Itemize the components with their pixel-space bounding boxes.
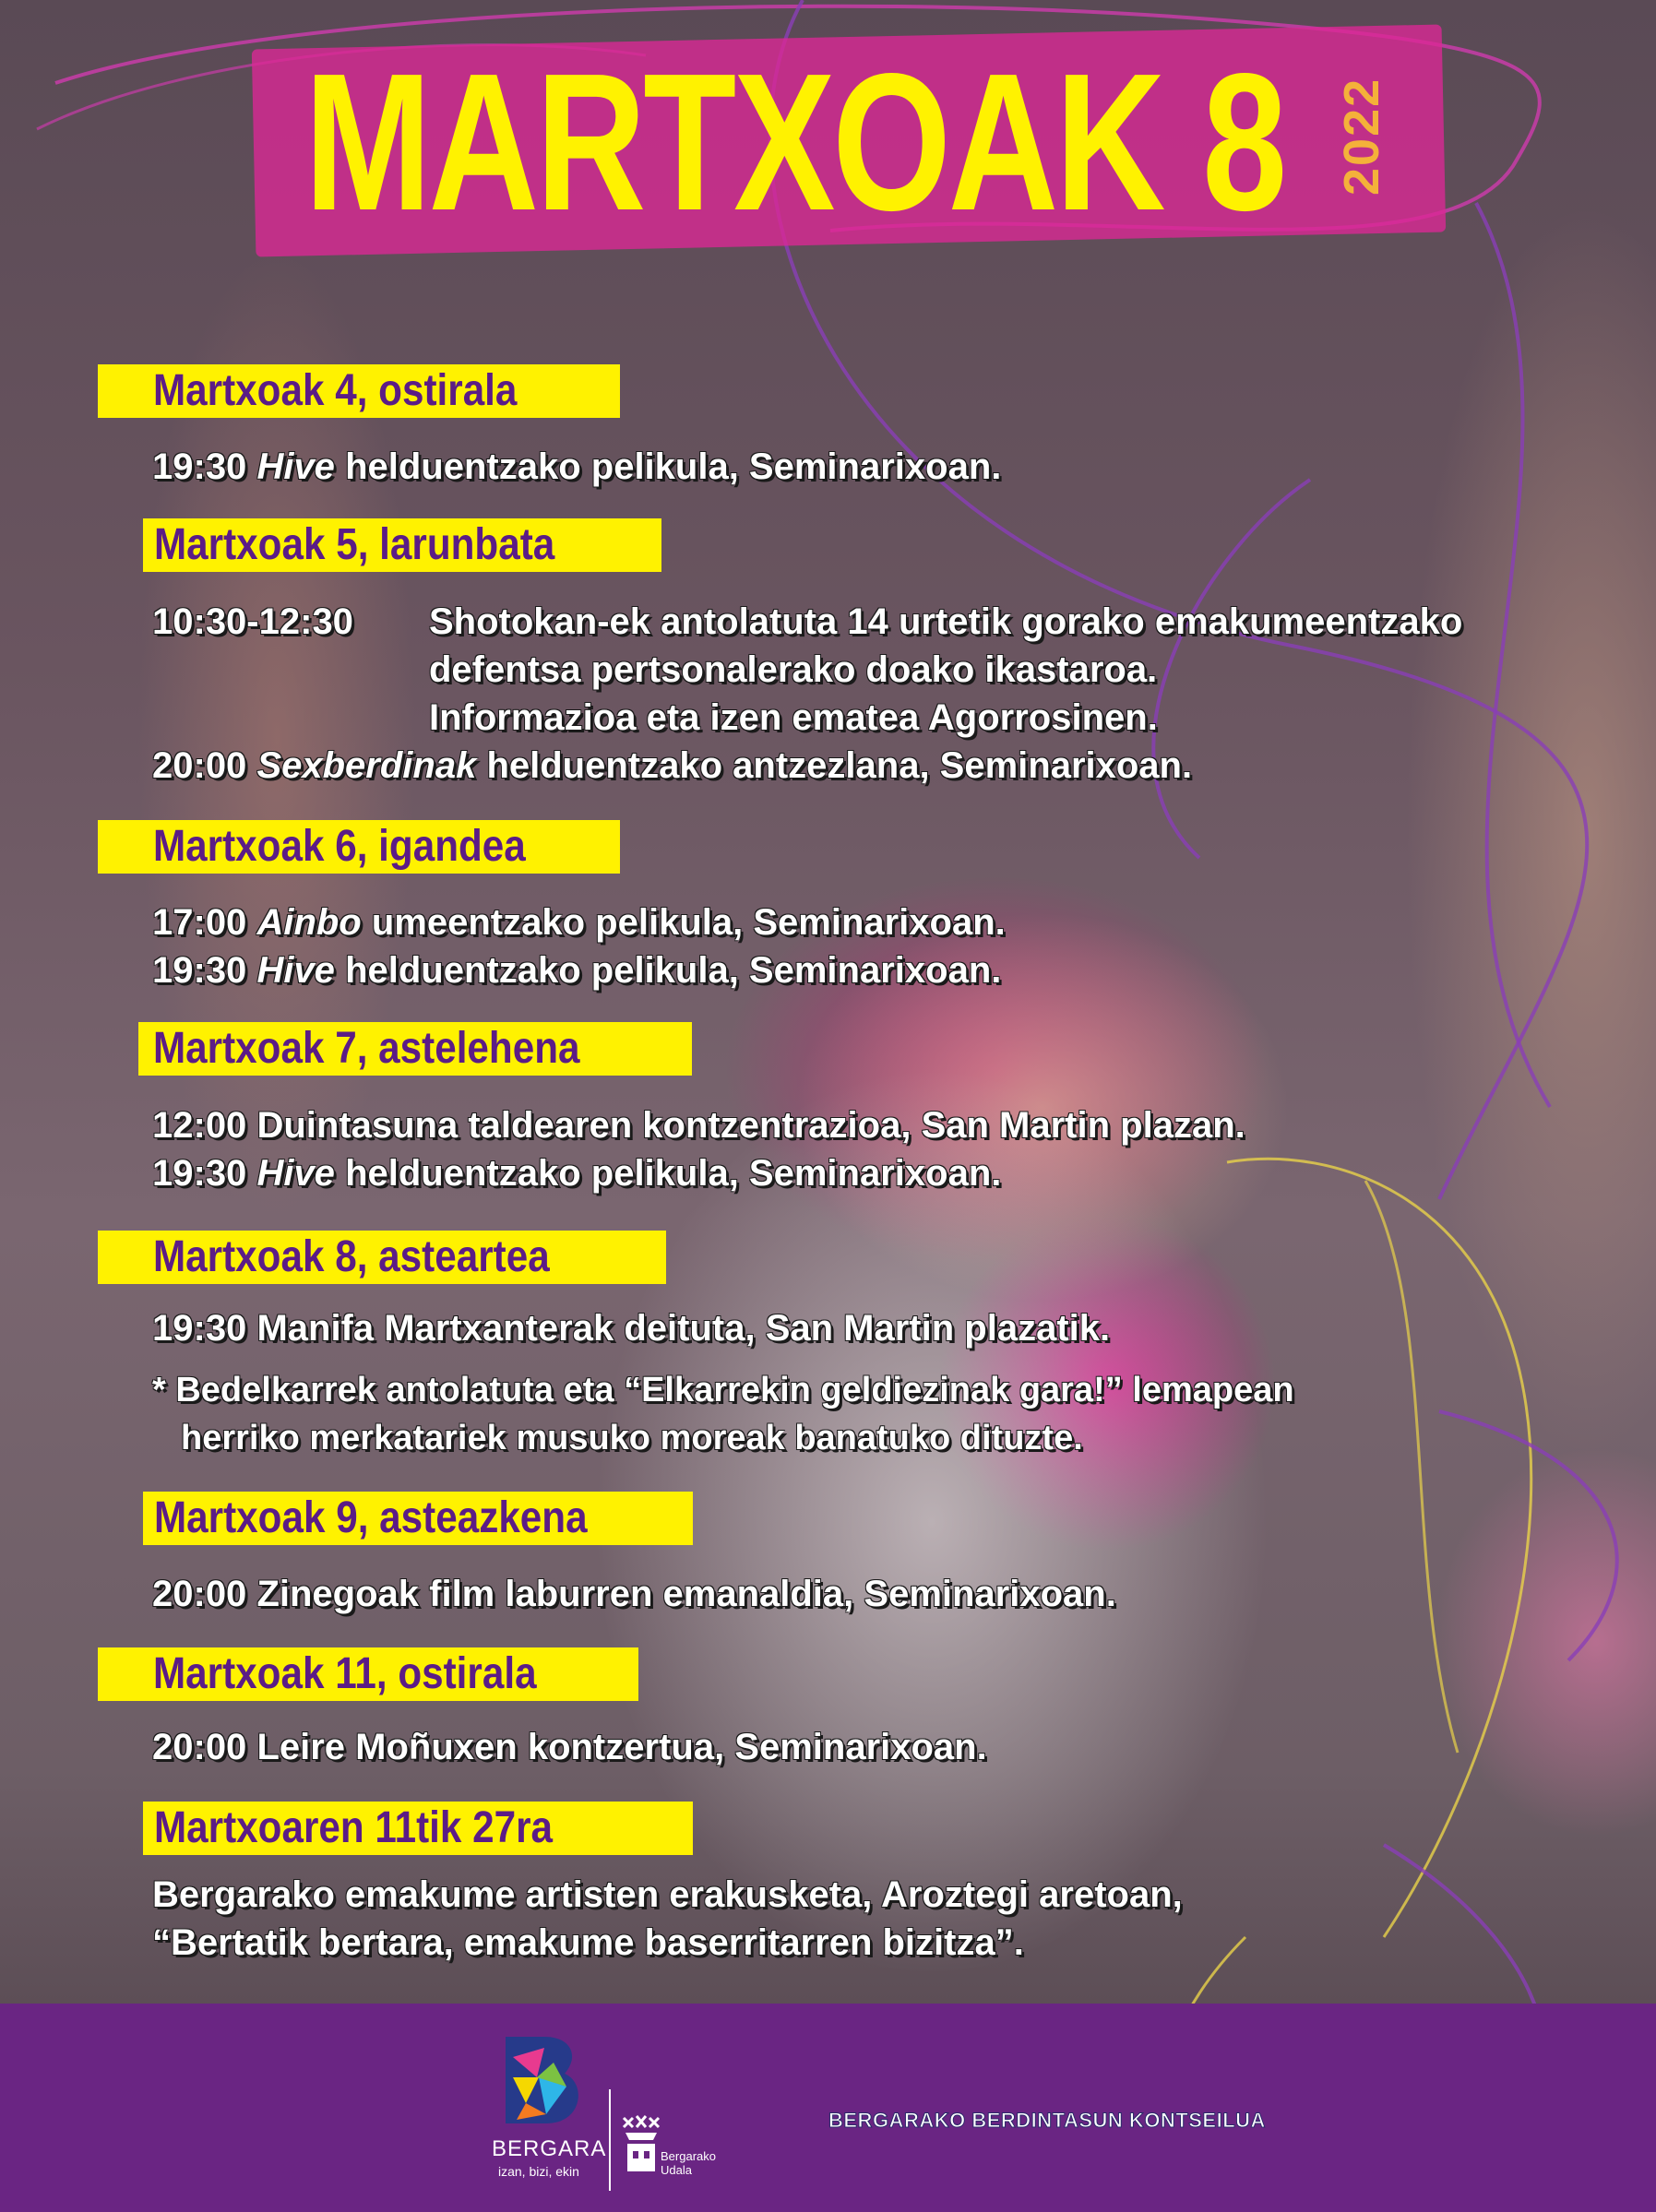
event-description: “Bertatik bertara, emakume baserritarren bizitza”. bbox=[152, 1922, 1024, 1963]
town-hall-emblem-icon bbox=[620, 2112, 662, 2177]
event-row: 20:00 Zinegoak film laburren emanaldia, Seminarixoan. bbox=[152, 1574, 1116, 1614]
event-time: 10:30-12:30 bbox=[152, 601, 353, 642]
event-row: 20:00 Sexberdinak helduentzako antzezlana, Seminarixoan. bbox=[152, 745, 1193, 786]
brand-tagline: izan, bizi, ekin bbox=[498, 2164, 579, 2179]
day-label: Martxoaren 11tik 27ra bbox=[143, 1802, 693, 1855]
footer-divider bbox=[609, 2089, 611, 2191]
event-description: Informazioa eta izen ematea Agorrosinen. bbox=[429, 697, 1158, 738]
event-row: 19:30 Manifa Martxanterak deituta, San Martin plazatik. bbox=[152, 1308, 1111, 1349]
day-label: Martxoak 5, larunbata bbox=[143, 518, 661, 572]
event-note: * Bedelkarrek antolatuta eta “Elkarrekin geldiezinak gara!” lemapean bbox=[152, 1371, 1294, 1409]
day-label: Martxoak 6, igandea bbox=[98, 820, 620, 874]
poster-year: 2022 bbox=[1334, 77, 1389, 196]
day-label: Martxoak 11, ostirala bbox=[98, 1647, 638, 1701]
day-label: Martxoak 4, ostirala bbox=[98, 364, 620, 418]
event-row: 17:00 Ainbo umeentzako pelikula, Seminarixoan. bbox=[152, 902, 1006, 943]
footer bbox=[0, 2004, 1656, 2212]
event-row: 12:00 Duintasuna taldearen kontzentrazioa, San Martin plazan. bbox=[152, 1105, 1245, 1146]
day-label: Martxoak 7, astelehena bbox=[138, 1022, 692, 1076]
event-row: 19:30 Hive helduentzako pelikula, Seminarixoan. bbox=[152, 950, 1002, 991]
event-note: herriko merkatariek musuko moreak banatuko dituzte. bbox=[181, 1419, 1083, 1457]
event-description: Bergarako emakume artisten erakusketa, Aroztegi aretoan, bbox=[152, 1874, 1183, 1915]
event-row: 19:30 Hive helduentzako pelikula, Seminarixoan. bbox=[152, 1153, 1002, 1194]
town-hall-label: Bergarako Udala bbox=[661, 2149, 716, 2177]
day-label: Martxoak 9, asteazkena bbox=[143, 1492, 693, 1545]
event-row: 20:00 Leire Moñuxen kontzertua, Seminarixoan. bbox=[152, 1727, 987, 1767]
brand-name: BERGARA bbox=[492, 2136, 607, 2161]
event-description: defentsa pertsonalerako doako ikastaroa. bbox=[429, 649, 1158, 690]
day-label: Martxoak 8, asteartea bbox=[98, 1231, 666, 1284]
event-row: 19:30 Hive helduentzako pelikula, Seminarixoan. bbox=[152, 446, 1002, 487]
event-description: Shotokan-ek antolatuta 14 urtetik gorako emakumeentzako bbox=[429, 601, 1463, 642]
council-name: BERGARAKO BERDINTASUN KONTSEILUA bbox=[828, 2109, 1266, 2132]
bergara-logo-icon bbox=[498, 2029, 590, 2131]
poster-title: MARTXOAK 8 bbox=[304, 32, 1285, 251]
